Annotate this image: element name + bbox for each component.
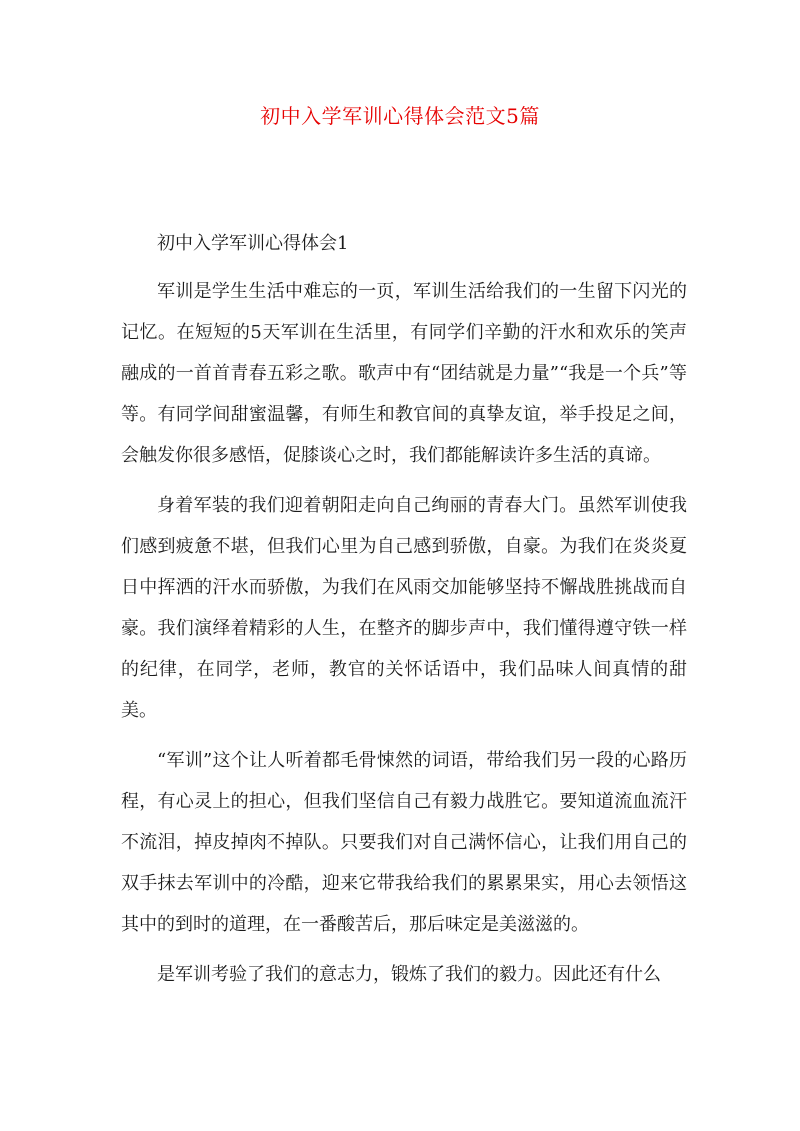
section-heading: 初中入学军训心得体会1 (157, 233, 349, 254)
body-paragraph-3: “军训”这个让人听着都毛骨悚然的词语，带给我们另一段的心路历程，有心灵上的担心，但我们坚信自己有毅力战胜它。要知道流血流汗不流泪，掉皮掉肉不掉队。只要我们对自己满怀信心，让我们用自己的双手抹去军训中的冷酷，迎来它带我给我们的累累果实，用心去领悟这其中的到时的道理，在一番酸苦后，那后味定是美滋滋的。 (121, 750, 687, 935)
body-paragraph-1: 军训是学生生活中难忘的一页，军训生活给我们的一生留下闪光的记忆。在短短的5天军训在生活里，有同学们辛勤的汗水和欢乐的笑声融成的一首首青春五彩之歌。歌声中有“团结就是力量”“我是一个兵”等等。有同学间甜蜜温馨，有师生和教官间的真挚友谊，举手投足之间，会触发你很多感悟，促膝谈心之时，我们都能解读许多生活的真谛。 (121, 281, 687, 466)
document-body (121, 223, 687, 1004)
body-paragraph-4: 是军训考验了我们的意志力，锻炼了我们的毅力。因此还有什么 (157, 964, 661, 985)
body-paragraph-2: 身着军装的我们迎着朝阳走向自己绚丽的青春大门。虽然军训使我们感到疲惫不堪，但我们心里为自己感到骄傲，自豪。为我们在炎炎夏日中挥洒的汗水而骄傲，为我们在风雨交加能够坚持不懈战胜挑战而自豪。我们演绎着精彩的人生，在整齐的脚步声中，我们懂得遵守铁一样的纪律，在同学，老师，教官的关怀话语中，我们品味人间真情的甜美。 (121, 495, 687, 721)
document-title: 初中入学军训心得体会范文5篇 (260, 104, 540, 128)
